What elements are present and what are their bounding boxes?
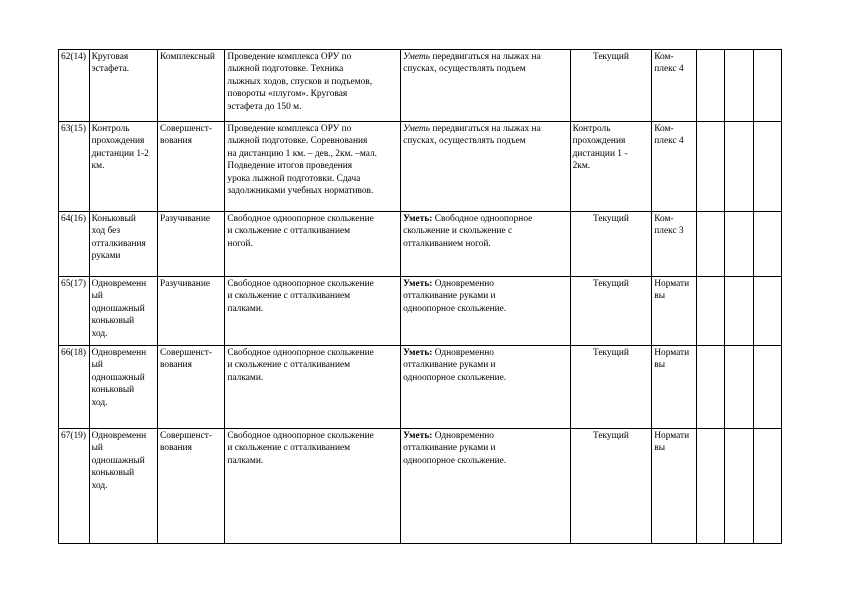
planned-date-cell xyxy=(697,122,725,212)
table-row xyxy=(59,122,782,212)
homework-cell xyxy=(652,212,697,277)
cell-line xyxy=(403,123,568,135)
cell-line: Разучивание xyxy=(160,214,210,224)
cell-line: плекс 3 xyxy=(654,226,684,237)
cell-line: Совершенст- xyxy=(160,124,212,134)
cell-line: эстафета до 150 м. xyxy=(227,101,302,112)
cell-line: и скольжение с отталкиванием xyxy=(227,360,351,371)
cell-line: вы xyxy=(654,443,665,454)
lesson-number-cell: 62(14) xyxy=(59,50,90,122)
lesson-topic-cell xyxy=(89,122,157,212)
notes-cell xyxy=(754,277,782,346)
control-type-cell xyxy=(570,212,652,277)
cell-line: Комплексный xyxy=(160,52,215,62)
cell-line: плекс 4 xyxy=(654,64,684,75)
homework-cell xyxy=(652,122,697,212)
table-row xyxy=(59,212,782,277)
skills-cell xyxy=(401,429,571,544)
lesson-type-cell xyxy=(158,122,225,212)
skill-label: Уметь xyxy=(403,52,430,62)
lesson-topic-cell xyxy=(89,50,157,122)
planned-date-cell xyxy=(697,212,725,277)
cell-line: Нормати xyxy=(654,431,690,441)
cell-line: палками. xyxy=(227,372,264,383)
skill-text: скольжение и скольжение с xyxy=(403,226,513,237)
lesson-number-cell: 63(15) xyxy=(59,122,90,212)
table-row xyxy=(59,50,782,122)
cell-line xyxy=(403,442,568,454)
planned-date-cell xyxy=(697,277,725,346)
cell-line xyxy=(403,278,568,290)
lesson-type-cell xyxy=(158,429,225,544)
notes-cell xyxy=(754,122,782,212)
lesson-content-cell xyxy=(225,277,401,346)
cell-line: Ком- xyxy=(654,124,674,134)
cell-line: Разучивание xyxy=(160,279,210,289)
skill-text: отталкивание руками и xyxy=(403,443,496,454)
cell-line: ход. xyxy=(91,397,108,408)
actual-date-cell xyxy=(724,277,754,346)
cell-line: палками. xyxy=(227,455,264,466)
control-type-cell xyxy=(570,122,652,212)
control-type-cell xyxy=(570,429,652,544)
cell-line: Проведение комплекса ОРУ по xyxy=(227,52,352,62)
cell-line: на дистанцию 1 км. – дев., 2км. –мал. xyxy=(227,148,377,159)
table-row xyxy=(59,277,782,346)
cell-line xyxy=(403,238,568,250)
cell-line: прохождения xyxy=(91,136,145,147)
skill-label: Уметь xyxy=(403,124,430,134)
skill-text: отталкиванием ногой. xyxy=(403,238,491,249)
cell-line xyxy=(403,290,568,302)
cell-line: ход без xyxy=(91,226,121,237)
cell-line xyxy=(403,455,568,467)
skills-cell xyxy=(401,277,571,346)
skill-text: передвигаться на лыжах на xyxy=(432,124,541,134)
cell-line xyxy=(403,213,568,225)
skill-text: Одновременно xyxy=(434,279,494,289)
cell-line: Свободное одноопорное скольжение xyxy=(227,348,374,358)
skills-cell xyxy=(401,346,571,429)
cell-line: плекс 4 xyxy=(654,136,684,147)
cell-line: Свободное одноопорное скольжение xyxy=(227,279,374,289)
cell-line: ход. xyxy=(91,328,108,339)
skill-text: спусках, осуществлять подъем xyxy=(403,64,526,75)
cell-line: Свободное одноопорное скольжение xyxy=(227,214,374,224)
cell-line: Нормати xyxy=(654,279,690,289)
cell-line: Ком- xyxy=(654,52,674,62)
actual-date-cell xyxy=(724,122,754,212)
cell-line: и скольжение с отталкиванием xyxy=(227,443,351,454)
cell-line xyxy=(403,51,568,63)
lesson-topic-cell xyxy=(89,346,157,429)
cell-line: 2км. xyxy=(572,161,591,172)
lesson-content-cell xyxy=(225,212,401,277)
cell-line: Одновременн xyxy=(91,431,147,441)
lesson-type-cell xyxy=(158,346,225,429)
cell-line xyxy=(403,359,568,371)
cell-line: вования xyxy=(160,443,192,454)
cell-line: руками xyxy=(91,251,121,262)
notes-cell xyxy=(754,429,782,544)
cell-line: дистанции 1 - xyxy=(572,148,628,159)
cell-line: коньковый xyxy=(91,385,135,396)
cell-line: Ком- xyxy=(654,214,674,224)
planned-date-cell xyxy=(697,429,725,544)
cell-line: Совершенст- xyxy=(160,348,212,358)
cell-line xyxy=(403,135,568,147)
skill-text: одноопорное скольжение. xyxy=(403,372,507,383)
lesson-number-cell: 67(19) xyxy=(59,429,90,544)
cell-line xyxy=(403,303,568,315)
cell-line xyxy=(403,372,568,384)
lesson-plan-table xyxy=(58,49,782,544)
cell-line: Одновременн xyxy=(91,348,147,358)
lesson-content-cell xyxy=(225,429,401,544)
control-type-cell xyxy=(570,277,652,346)
skill-text: спусках, осуществлять подъем xyxy=(403,136,526,147)
cell-line: одношажный xyxy=(91,303,145,314)
lesson-number-cell: 66(18) xyxy=(59,346,90,429)
cell-line: коньковый xyxy=(91,468,135,479)
table-row xyxy=(59,346,782,429)
cell-line: Проведение комплекса ОРУ по xyxy=(227,124,352,134)
cell-line: лыжной подготовке. Соревнования xyxy=(227,136,368,147)
cell-line: вования xyxy=(160,136,192,147)
cell-line: Текущий xyxy=(592,214,629,224)
notes-cell xyxy=(754,212,782,277)
cell-line: задолжниками учебных нормативов. xyxy=(227,186,374,197)
skills-cell xyxy=(401,50,571,122)
lesson-topic-cell xyxy=(89,429,157,544)
cell-line xyxy=(403,347,568,359)
planned-date-cell xyxy=(697,346,725,429)
cell-line: Текущий xyxy=(592,348,629,358)
cell-line: вы xyxy=(654,291,665,302)
lesson-plan-body xyxy=(59,50,782,544)
skill-label: Уметь: xyxy=(403,214,433,224)
cell-line: урока лыжной подготовки. Сдача xyxy=(227,173,361,184)
homework-cell xyxy=(652,277,697,346)
cell-line: ый xyxy=(91,360,103,371)
skill-text: одноопорное скольжение. xyxy=(403,303,507,314)
planned-date-cell xyxy=(697,50,725,122)
cell-line: ход. xyxy=(91,480,108,491)
cell-line: Одновременн xyxy=(91,279,147,289)
actual-date-cell xyxy=(724,50,754,122)
cell-line: Совершенст- xyxy=(160,431,212,441)
cell-line: Подведение итогов проведения xyxy=(227,161,353,172)
skill-label: Уметь: xyxy=(403,279,433,289)
skill-label: Уметь: xyxy=(403,431,433,441)
control-type-cell xyxy=(570,50,652,122)
cell-line: км. xyxy=(91,161,105,172)
cell-line: Коньковый xyxy=(91,214,136,224)
homework-cell xyxy=(652,50,697,122)
skills-cell xyxy=(401,122,571,212)
cell-line: коньковый xyxy=(91,316,135,327)
lesson-content-cell xyxy=(225,346,401,429)
notes-cell xyxy=(754,346,782,429)
cell-line: ый xyxy=(91,443,103,454)
cell-line: лыжной подготовке. Техника xyxy=(227,64,344,75)
lesson-type-cell xyxy=(158,212,225,277)
skill-text: Свободное одноопорное xyxy=(434,214,533,224)
lesson-number-cell: 65(17) xyxy=(59,277,90,346)
skill-text: отталкивание руками и xyxy=(403,291,496,302)
actual-date-cell xyxy=(724,212,754,277)
actual-date-cell xyxy=(724,429,754,544)
cell-line: Свободное одноопорное скольжение xyxy=(227,431,374,441)
cell-line: Текущий xyxy=(592,431,629,441)
notes-cell xyxy=(754,50,782,122)
cell-line: лыжных ходов, спусков и подъемов, xyxy=(227,76,373,87)
skill-text: одноопорное скольжение. xyxy=(403,455,507,466)
lesson-number-cell: 64(16) xyxy=(59,212,90,277)
skill-text: Одновременно xyxy=(434,431,494,441)
cell-line: Текущий xyxy=(592,52,629,62)
cell-line: и скольжение с отталкиванием xyxy=(227,226,351,237)
lesson-type-cell xyxy=(158,50,225,122)
cell-line: и скольжение с отталкиванием xyxy=(227,291,351,302)
cell-line: Текущий xyxy=(592,279,629,289)
cell-line: повороты «плугом». Круговая xyxy=(227,89,348,100)
cell-line: одношажный xyxy=(91,372,145,383)
cell-line: прохождения xyxy=(572,136,626,147)
skills-cell xyxy=(401,212,571,277)
lesson-content-cell xyxy=(225,122,401,212)
lesson-topic-cell xyxy=(89,212,157,277)
cell-line: Нормати xyxy=(654,348,690,358)
cell-line: ый xyxy=(91,291,103,302)
cell-line: вы xyxy=(654,360,665,371)
cell-line xyxy=(403,63,568,75)
lesson-content-cell xyxy=(225,50,401,122)
cell-line xyxy=(403,430,568,442)
cell-line: палками. xyxy=(227,303,264,314)
homework-cell xyxy=(652,429,697,544)
cell-line: ногой. xyxy=(227,238,253,249)
skill-label: Уметь: xyxy=(403,348,433,358)
skill-text: Одновременно xyxy=(434,348,494,358)
lesson-topic-cell xyxy=(89,277,157,346)
cell-line: одношажный xyxy=(91,455,145,466)
homework-cell xyxy=(652,346,697,429)
cell-line: вования xyxy=(160,360,192,371)
cell-line: отталкивания xyxy=(91,238,146,249)
actual-date-cell xyxy=(724,346,754,429)
cell-line: Круговая xyxy=(91,52,129,62)
cell-line xyxy=(403,225,568,237)
cell-line: Контроль xyxy=(572,124,611,134)
skill-text: отталкивание руками и xyxy=(403,360,496,371)
cell-line: Контроль xyxy=(91,124,130,134)
skill-text: передвигаться на лыжах на xyxy=(432,52,541,62)
cell-line: эстафета. xyxy=(91,64,130,75)
table-row xyxy=(59,429,782,544)
cell-line: дистанции 1-2 xyxy=(91,148,149,159)
control-type-cell xyxy=(570,346,652,429)
lesson-type-cell xyxy=(158,277,225,346)
